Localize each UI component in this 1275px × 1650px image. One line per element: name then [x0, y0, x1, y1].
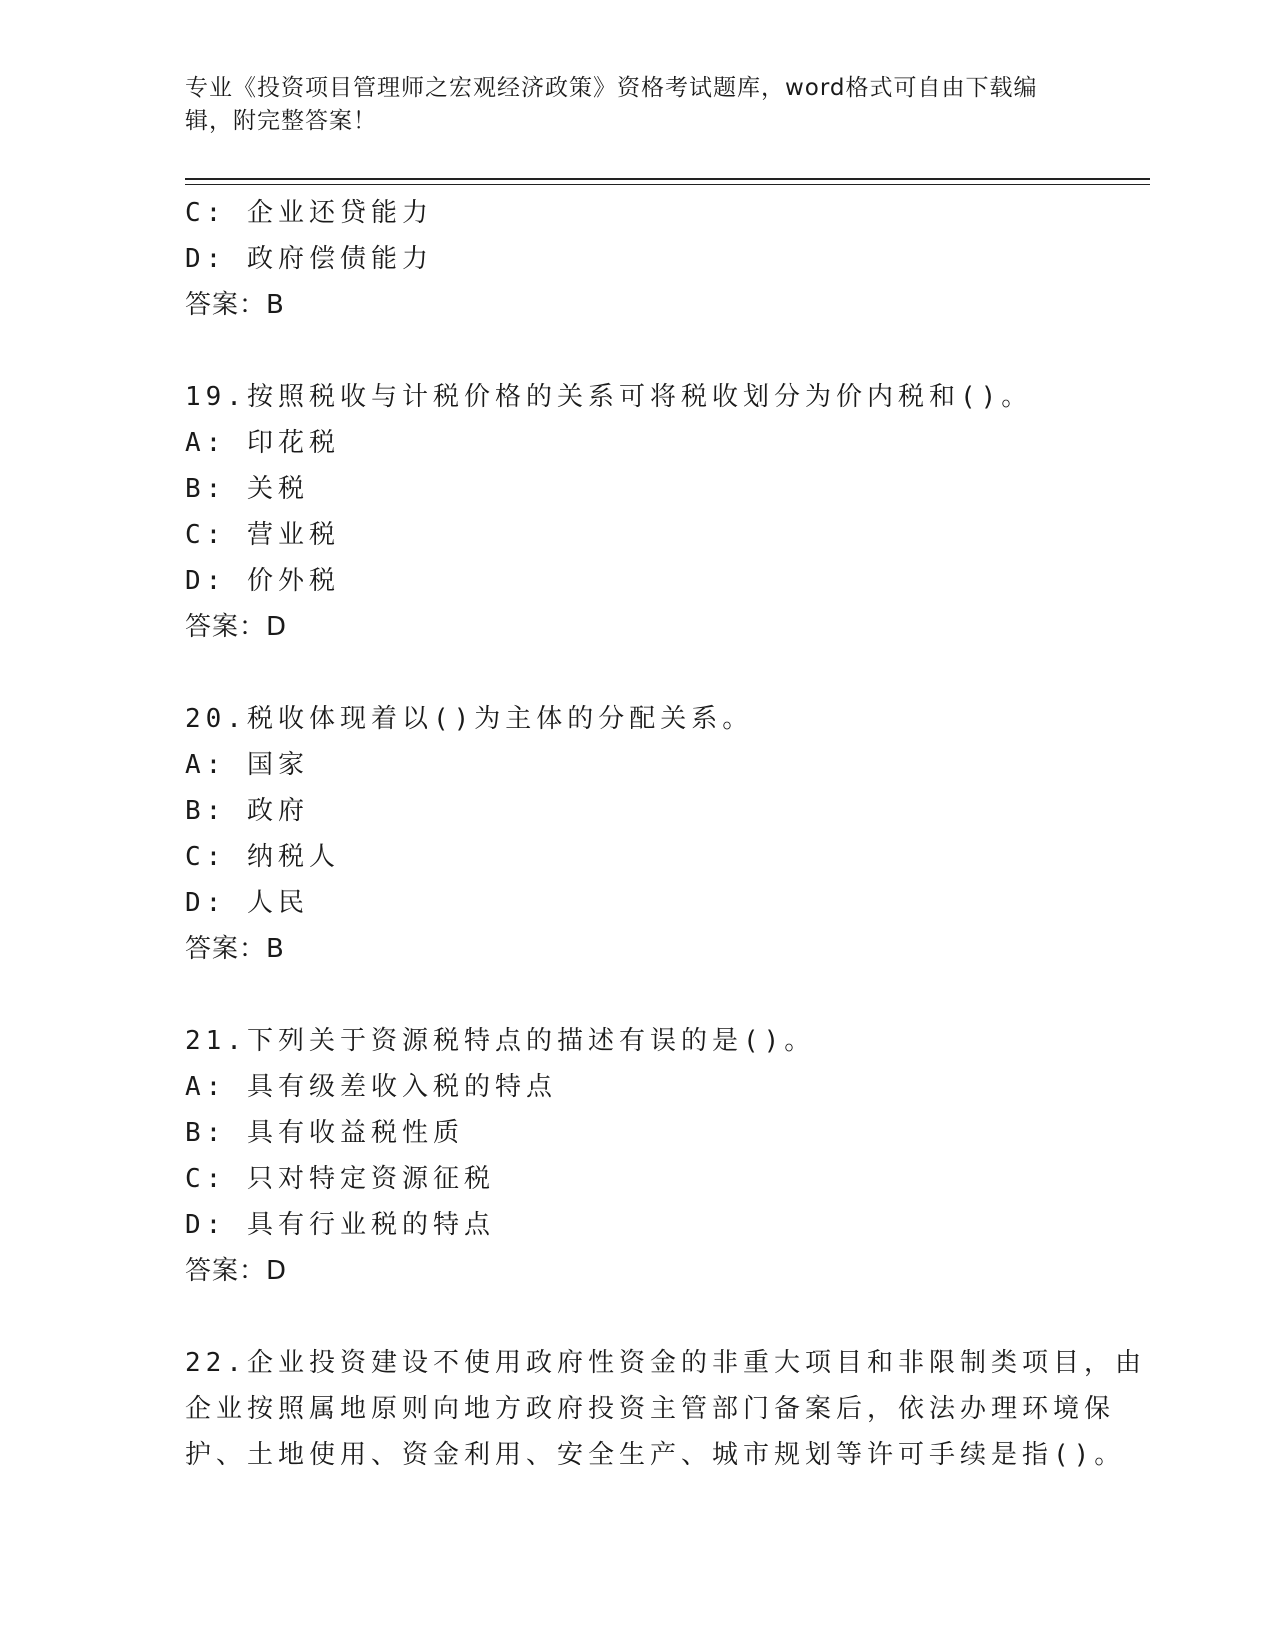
- option-a: A: 具有级差收入税的特点: [185, 1072, 557, 1102]
- header-divider-top: [185, 178, 1150, 180]
- question-19: [185, 374, 1085, 650]
- answer-line: 答案：D: [185, 1256, 288, 1286]
- question-stem: 19.按照税收与计税价格的关系可将税收划分为价内税和()。: [185, 382, 1033, 412]
- spacer: [185, 650, 1085, 696]
- option-a: A: 国家: [185, 750, 309, 780]
- question-stem-line-2: 企业按照属地原则向地方政府投资主管部门备案后，依法办理环境保: [185, 1394, 1116, 1424]
- spacer: [185, 328, 1085, 374]
- question-21: [185, 1018, 1085, 1294]
- option-d: D: 价外税: [185, 566, 340, 596]
- spacer: [185, 1294, 1085, 1340]
- answer-line: 答案：B: [185, 290, 285, 320]
- option-d: D: 具有行业税的特点: [185, 1210, 495, 1240]
- question-stem: 21.下列关于资源税特点的描述有误的是()。: [185, 1026, 816, 1056]
- question-stem: 20.税收体现着以()为主体的分配关系。: [185, 704, 754, 734]
- answer-line: 答案：D: [185, 612, 288, 642]
- header-line-1: 专业《投资项目管理师之宏观经济政策》资格考试题库，word格式可自由下载编: [185, 75, 1038, 101]
- option-d: D: 政府偿债能力: [185, 244, 433, 274]
- option-c: C: 企业还贷能力: [185, 198, 433, 228]
- option-b: B: 具有收益税性质: [185, 1118, 464, 1148]
- option-c: C: 纳税人: [185, 842, 340, 872]
- question-list: [185, 190, 1146, 1478]
- spacer: [185, 972, 1085, 1018]
- option-d: D: 人民: [185, 888, 309, 918]
- document-header: [185, 72, 1065, 138]
- option-a: A: 印花税: [185, 428, 340, 458]
- option-c: C: 营业税: [185, 520, 340, 550]
- option-b: B: 关税: [185, 474, 309, 504]
- answer-line: 答案：B: [185, 934, 285, 964]
- question-stem-line-3: 护、土地使用、资金利用、安全生产、城市规划等许可手续是指()。: [185, 1440, 1126, 1470]
- header-divider-bottom: [185, 184, 1150, 185]
- header-line-2: 辑，附完整答案！: [185, 108, 377, 134]
- question-20: [185, 696, 1085, 972]
- question-stem-line-1: 22.企业投资建设不使用政府性资金的非重大项目和非限制类项目，由: [185, 1348, 1146, 1378]
- option-c: C: 只对特定资源征税: [185, 1164, 495, 1194]
- question-22: [185, 1340, 1146, 1478]
- question-18-continued: [185, 190, 1085, 328]
- option-b: B: 政府: [185, 796, 309, 826]
